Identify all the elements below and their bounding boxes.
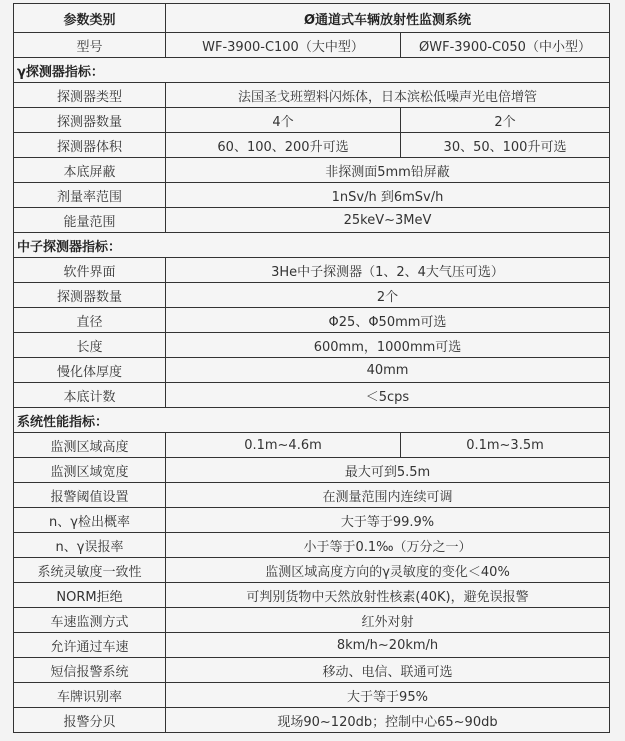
table-row <box>14 533 610 558</box>
param-value: WF-3900-C100（大中型） <box>166 33 401 58</box>
table-row <box>14 433 610 458</box>
param-value: 法国圣戈班塑料闪烁体，日本滨松低噪声光电倍增管 <box>166 83 610 108</box>
param-value: 红外对射 <box>166 608 610 633</box>
param-label: 探测器数量 <box>14 108 166 133</box>
param-value: 在测量范围内连续可调 <box>166 483 610 508</box>
table-row <box>14 208 610 233</box>
param-label: 型号 <box>14 33 166 58</box>
param-value: 小于等于0.1‰（万分之一） <box>166 533 610 558</box>
section-title: γ探测器指标： <box>14 58 610 83</box>
table-row <box>14 633 610 658</box>
param-value: ØWF-3900-C050（中小型） <box>401 33 610 58</box>
param-value: 3He中子探测器（1、2、4大气压可选） <box>166 258 610 283</box>
param-value: 最大可到5.5m <box>166 458 610 483</box>
param-value: 移动、电信、联通可选 <box>166 658 610 683</box>
table-row <box>14 583 610 608</box>
table-row <box>14 608 610 633</box>
table-row <box>14 358 610 383</box>
table-header-row <box>14 4 610 33</box>
param-value: 可判别货物中天然放射性核素(40K)，避免误报警 <box>166 583 610 608</box>
table-row <box>14 508 610 533</box>
param-label: 车牌识别率 <box>14 683 166 708</box>
header-title: Ø通道式车辆放射性监测系统 <box>166 4 610 33</box>
param-label: 直径 <box>14 308 166 333</box>
param-value: 1nSv/h 到6mSv/h <box>166 183 610 208</box>
param-value: 监测区域高度方向的γ灵敏度的变化＜40% <box>166 558 610 583</box>
table-row <box>14 108 610 133</box>
param-value: 0.1m~3.5m <box>401 433 610 458</box>
param-value: 现场90~120db；控制中心65~90db <box>166 708 610 733</box>
param-label: 本底计数 <box>14 383 166 408</box>
table-row <box>14 183 610 208</box>
table-row <box>14 133 610 158</box>
param-label: 能量范围 <box>14 208 166 233</box>
param-label: 监测区域高度 <box>14 433 166 458</box>
header-category: 参数类别 <box>14 4 166 33</box>
table-row <box>14 283 610 308</box>
param-value: 2个 <box>401 108 610 133</box>
param-label: 本底屏蔽 <box>14 158 166 183</box>
table-row <box>14 683 610 708</box>
table-row <box>14 308 610 333</box>
param-value: 60、100、200升可选 <box>166 133 401 158</box>
table-row <box>14 383 610 408</box>
table-row <box>14 558 610 583</box>
table-row <box>14 458 610 483</box>
section-title: 中子探测器指标： <box>14 233 610 258</box>
param-value: 大于等于95% <box>166 683 610 708</box>
param-value: 非探测面5mm铅屏蔽 <box>166 158 610 183</box>
spec-table-body <box>14 4 610 733</box>
param-value: 8km/h~20km/h <box>166 633 610 658</box>
table-row <box>14 33 610 58</box>
param-label: 报警阈值设置 <box>14 483 166 508</box>
param-value: 25keV~3MeV <box>166 208 610 233</box>
param-value: 大于等于99.9% <box>166 508 610 533</box>
table-row <box>14 708 610 733</box>
param-value: ＜5cps <box>166 383 610 408</box>
param-value: 4个 <box>166 108 401 133</box>
section-row <box>14 408 610 433</box>
table-row <box>14 258 610 283</box>
param-value: 40mm <box>166 358 610 383</box>
param-label: n、γ误报率 <box>14 533 166 558</box>
table-row <box>14 333 610 358</box>
table-row <box>14 658 610 683</box>
table-row <box>14 158 610 183</box>
param-value: Φ25、Φ50mm可选 <box>166 308 610 333</box>
param-value: 600mm，1000mm可选 <box>166 333 610 358</box>
param-label: 探测器类型 <box>14 83 166 108</box>
table-row <box>14 83 610 108</box>
spec-table <box>13 3 610 733</box>
param-value: 0.1m~4.6m <box>166 433 401 458</box>
param-value: 2个 <box>166 283 610 308</box>
section-row <box>14 58 610 83</box>
param-label: 短信报警系统 <box>14 658 166 683</box>
param-label: 慢化体厚度 <box>14 358 166 383</box>
section-row <box>14 233 610 258</box>
param-label: 探测器数量 <box>14 283 166 308</box>
param-label: 剂量率范围 <box>14 183 166 208</box>
param-label: 软件界面 <box>14 258 166 283</box>
param-label: NORM拒绝 <box>14 583 166 608</box>
param-label: 系统灵敏度一致性 <box>14 558 166 583</box>
param-label: n、γ检出概率 <box>14 508 166 533</box>
param-label: 允许通过车速 <box>14 633 166 658</box>
param-label: 报警分贝 <box>14 708 166 733</box>
param-label: 车速监测方式 <box>14 608 166 633</box>
param-label: 监测区域宽度 <box>14 458 166 483</box>
table-row <box>14 483 610 508</box>
section-title: 系统性能指标： <box>14 408 610 433</box>
param-label: 探测器体积 <box>14 133 166 158</box>
param-label: 长度 <box>14 333 166 358</box>
param-value: 30、50、100升可选 <box>401 133 610 158</box>
